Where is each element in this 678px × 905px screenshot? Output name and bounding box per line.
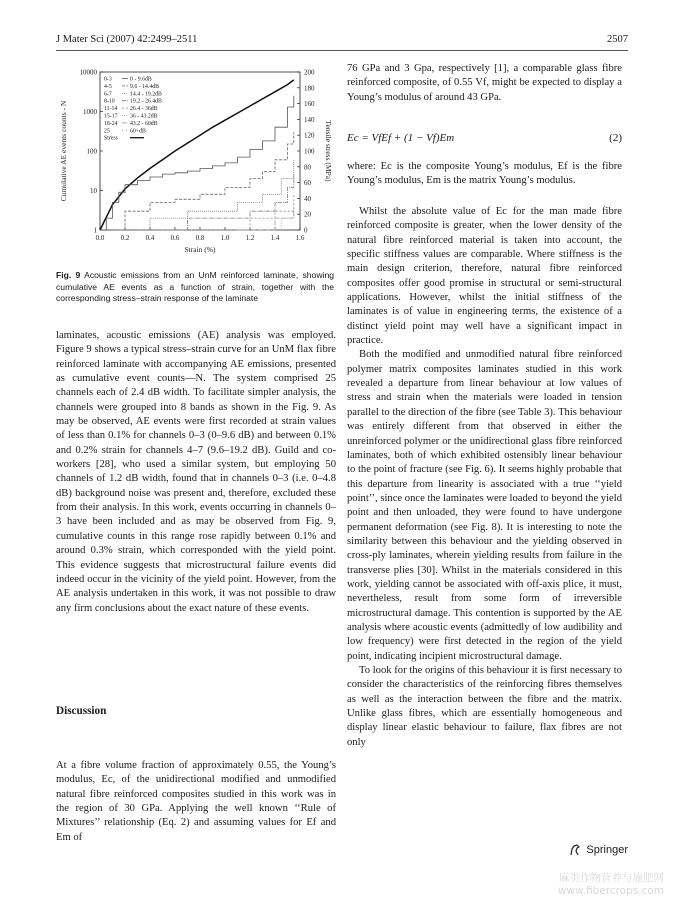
y-right-tick-label: 140 (304, 115, 315, 124)
x-axis-label: Strain (%) (184, 245, 216, 254)
x-tick-label: 0.6 (170, 234, 180, 242)
y-right-tick-label: 180 (304, 84, 315, 93)
legend-range: 43.2 - 60dB (130, 120, 158, 127)
ae-chart (56, 62, 334, 267)
left-column-text-2 (56, 759, 336, 845)
paragraph: 76 GPa and 3 Gpa, respectively [1], a comparable glass fibre reinforced composite, of 0.55 Vf, might be expected to display a Young’s modulus of around 43 GPa. (347, 63, 622, 103)
equation-number: (2) (609, 132, 622, 144)
y-right-axis-label: Tensile stress (MPa) (324, 120, 333, 182)
right-column-text-2 (347, 160, 622, 189)
legend-range: 19.2 - 26.4dB (130, 98, 162, 105)
x-tick-label: 0.2 (120, 234, 130, 242)
x-tick-label: 0.0 (95, 234, 105, 242)
paragraph: laminates, acoustic emissions (AE) analysis was employed. Figure 9 shows a typical stress–strain curve for an UnM flax fibre reinforced laminate with accompanying AE emissions, presented as cumulative event counts—N. The system comprised 25 channels each of 2.4 dB width. To facilitate simpler analysis, the channels were grouped into 8 bands as shown in the Fig. 9. As may be observed, AE events were first recorded at strain values of less than 0.1% for channels 0–3 (0–9.6 dB) and between 0.1% and 0.2% strain for channels 4–7 (9.6–19.2 dB). Guild and co-workers [28], who used a similar system, but employing 50 channels of 1.2 dB width, found that in channels 0–3 (i.e. 0–4.8 dB) background noise was present and, therefore, excluded these from their analysis. In this work, events occurring in channels 0–3 have been included and as may be observed from Fig. 9, cumulative counts in this range rose rapidly between 0.1% and around 0.3% strain, which corresponded with the yield point. This evidence suggests that microstructural failure events did indeed occur in the vicinity of the yield point. However, from the AE analysis undertaken in this work, it was not possible to draw any firm conclusions about the exact nature of these events. (56, 330, 336, 614)
legend-range: 9.6 - 14.4dB (130, 83, 159, 90)
series-line-67 (119, 160, 294, 230)
right-column-text-3 (347, 205, 622, 750)
y-left-tick-label: 1000 (83, 108, 97, 116)
legend-channels: Stress (104, 135, 118, 142)
legend-channels: 15-17 (104, 113, 118, 120)
legend-channels: 0-3 (104, 76, 112, 83)
x-tick-label: 0.4 (145, 234, 155, 242)
y-right-tick-label: 160 (304, 100, 315, 109)
paragraph: where: Ec is the composite Young’s modulus, Ef is the fibre Young’s modulus, Em is the matrix Young’s modulus. (347, 161, 622, 187)
caption-label: Fig. 9 (56, 270, 81, 280)
watermark-line: www.fibercrops.com (557, 885, 664, 897)
caption-text: Acoustic emissions from an UnM reinforced laminate, showing cumulative AE events as a function of strain, together with the corresponding stress–strain response of the laminate (56, 270, 335, 303)
legend-channels: 18-24 (104, 120, 118, 127)
y-right-tick-label: 80 (304, 163, 311, 172)
x-tick-label: 1.2 (245, 234, 255, 242)
paragraph: To look for the origins of this behaviour it is first necessary to consider the characteristics of the reinforcing fibres themselves as well as the interaction between the fibre and the matrix. Unlike glass fibres, which are essentially homogeneous and display linear elastic behaviour to failure, flax fibres are not only (347, 665, 622, 748)
legend-range: 26.4 - 36dB (130, 106, 158, 113)
journal-header: J Mater Sci (2007) 42:2499–2511 (56, 34, 198, 45)
legend-range: 0 - 9.6dB (130, 76, 152, 83)
paragraph: Both the modified and unmodified natural fibre reinforced polymer matrix composites laminates studied in this work revealed a departure from linear behaviour at low values of stress and strain when the materials were loaded in tension parallel to the direction of the fibre (see Table 3). This behaviour was entirely different from that observed in either the unreinforced polymer or the unidirectional glass fibre reinforced laminates, both of which exhibited ostensibly linear behaviour to the point of fracture (see Fig. 6). It seems highly probable that this departure from linearity is associated with a true ‘‘yield point’’, since once the laminates were loaded to beyond the yield point and then unloaded, they were found to have undergone permanent deformation (see Fig. 8). It is interesting to note the similarity between this behaviour and the yielding observed in cross-ply laminates, wherein yielding results from failure in the transverse plies [30]. Whilst in the materials considered in this work, yielding cannot be associated with off-axis plice, it must, nevertheless, result from some form of irreversible microstructural damage. This contention is supported by the AE analysis where acoustic events (admittedly of low audibility and low frequency) were first detected in the region of the yield point, indicating incipient microstructural damage. (347, 349, 622, 662)
right-column-text (347, 62, 622, 105)
series-line-1114 (163, 194, 294, 230)
footer (568, 843, 628, 857)
section-heading: Discussion (56, 705, 107, 717)
legend-channels: 6-7 (104, 91, 112, 98)
y-right-tick-label: 100 (304, 147, 315, 156)
figure-9 (56, 62, 334, 284)
legend-channels: 25 (104, 128, 110, 135)
header-rule (56, 50, 628, 51)
x-tick-label: 1.4 (270, 234, 280, 242)
legend-channels: 11-14 (104, 106, 118, 113)
y-left-axis-label: Cumulative AE events counts - N (59, 100, 68, 202)
springer-horse-icon (568, 843, 582, 857)
equation: Ec = VfEf + (1 − Vf)Em (347, 132, 455, 144)
legend-range: 14.4 - 19.2dB (130, 91, 162, 98)
x-tick-label: 1.0 (220, 234, 230, 242)
y-right-tick-label: 200 (304, 68, 315, 77)
legend-range: 60+dB (130, 128, 146, 135)
legend-channels: 4-5 (104, 83, 112, 90)
y-right-tick-label: 20 (304, 210, 311, 219)
x-tick-label: 0.8 (195, 234, 205, 242)
legend-range: 36 - 43.2dB (130, 113, 158, 120)
y-left-tick-label: 10000 (79, 68, 97, 77)
figure-caption (56, 270, 334, 305)
publisher-name: Springer (586, 844, 628, 856)
y-right-tick-label: 0 (304, 226, 308, 235)
paragraph: Whilst the absolute value of Ec for the man made fibre reinforced composite is greater, when the lower density of the natural fibre reinforced material is taken into account, the specific stiffness values are comparable. Where stiffness is the main design criterion, therefore, natural fibre reinforced composites offer good promise in structural or semi-structural applications. However, whilst the initial stiffness of the laminates is of value in engineering terms, the existence of a distinct yield point may well have a significant impact in practice. (347, 206, 622, 347)
y-right-tick-label: 40 (304, 194, 311, 203)
y-right-tick-label: 60 (304, 179, 311, 188)
left-column-text (56, 329, 336, 616)
watermark-line: 麻类作物营养与施肥网 (559, 872, 664, 884)
legend-channels: 8-10 (104, 98, 115, 105)
watermark (558, 872, 664, 898)
equation-2 (347, 132, 622, 144)
y-left-tick-label: 10 (90, 187, 97, 195)
page-number: 2507 (607, 34, 628, 45)
y-left-tick-label: 100 (86, 147, 97, 156)
series-line-1824 (238, 211, 294, 230)
x-tick-label: 1.6 (295, 234, 305, 242)
y-left-tick-label: 1 (93, 226, 97, 235)
paragraph: At a fibre volume fraction of approximately 0.55, the Young’s modulus, Ec, of the unidirectional modified and unmodified natural fibre reinforced composites studied in this work was in the region of 30 GPa. Applying the well known ‘‘Rule of Mixtures’’ relationship (Eq. 2) and assuming values for Ef and Em of (56, 760, 336, 843)
y-right-tick-label: 120 (304, 131, 315, 140)
